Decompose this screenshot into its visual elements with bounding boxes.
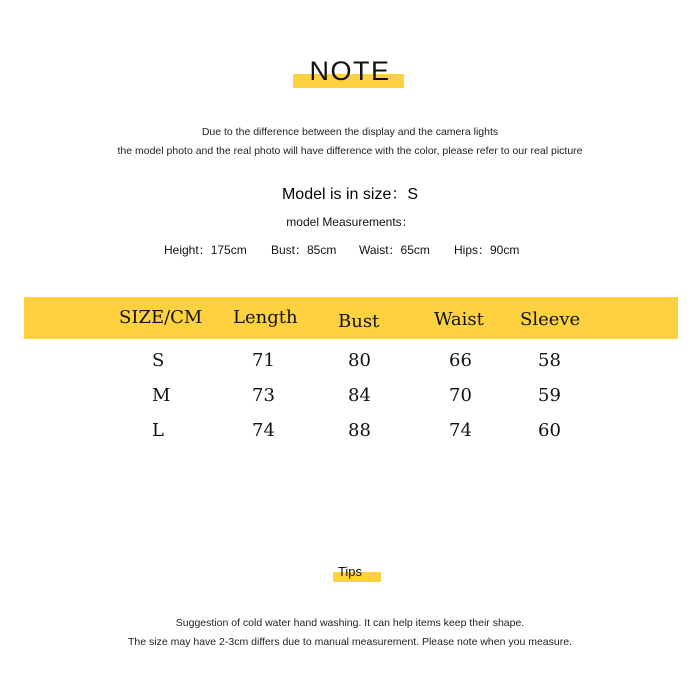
model-hips: Hips：90cm bbox=[454, 243, 520, 257]
table-cell-length: 73 bbox=[252, 385, 275, 406]
table-cell-length: 71 bbox=[252, 350, 275, 371]
table-header-sleeve: Sleeve bbox=[520, 309, 581, 330]
table-cell-size: L bbox=[152, 420, 164, 441]
table-cell-sleeve: 60 bbox=[538, 420, 561, 441]
table-cell-bust: 80 bbox=[348, 350, 371, 371]
disclaimer-line-1: Due to the difference between the display and the camera lights bbox=[201, 126, 499, 138]
table-cell-sleeve: 58 bbox=[538, 350, 561, 371]
tip-line-2: The size may have 2-3cm differs due to manual measurement. Please note when you measure. bbox=[128, 636, 572, 648]
table-header-length: Length bbox=[233, 307, 298, 328]
model-measurements-label: model Measurements： bbox=[286, 215, 414, 229]
table-header-bust: Bust bbox=[338, 311, 380, 332]
tips-title: Tips bbox=[337, 564, 363, 579]
tip-line-1: Suggestion of cold water hand washing. It can help items keep their shape. bbox=[175, 617, 525, 629]
model-bust: Bust：85cm bbox=[271, 243, 337, 257]
table-cell-waist: 74 bbox=[449, 420, 472, 441]
model-height: Height：175cm bbox=[164, 243, 247, 257]
table-cell-waist: 66 bbox=[449, 350, 472, 371]
model-size: Model is in size：S bbox=[281, 186, 419, 203]
table-cell-sleeve: 59 bbox=[538, 385, 561, 406]
table-cell-bust: 84 bbox=[348, 385, 371, 406]
table-cell-bust: 88 bbox=[348, 420, 371, 441]
table-header-size: SIZE/CM bbox=[119, 307, 203, 328]
table-cell-size: S bbox=[152, 350, 165, 371]
disclaimer-line-2: the model photo and the real photo will have difference with the color, please refer to our real picture bbox=[117, 145, 583, 157]
table-header-waist: Waist bbox=[434, 309, 484, 330]
model-waist: Waist：65cm bbox=[359, 243, 430, 257]
table-cell-size: M bbox=[152, 385, 171, 406]
table-cell-waist: 70 bbox=[449, 385, 472, 406]
note-title: NOTE bbox=[309, 56, 391, 86]
table-cell-length: 74 bbox=[252, 420, 275, 441]
